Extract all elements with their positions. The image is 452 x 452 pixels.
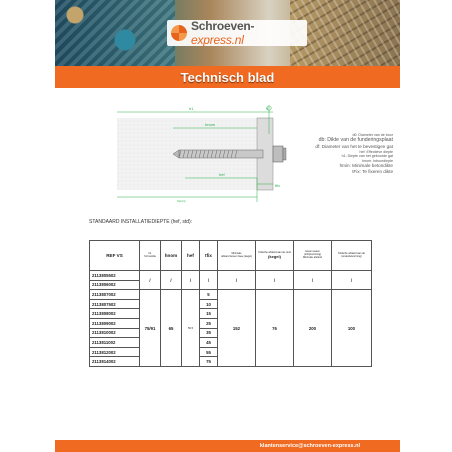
header-banner — [55, 0, 400, 66]
legend-hef: hef: Effectieve diepte — [359, 149, 393, 154]
critical-edge-2-value: 100 — [332, 290, 372, 367]
table-row: 2113805502 / / / / / / / / — [90, 271, 372, 281]
legend-d0: d0: Diameter van de boor — [352, 133, 393, 137]
col-hef: hef — [182, 241, 200, 271]
table-row: 2113807502 10 — [90, 299, 372, 309]
label-hnom: hnom — [205, 122, 216, 127]
title-bar — [55, 66, 400, 88]
legend-hmin: hmin: Minimale betondikte — [339, 163, 393, 169]
tfix-cell: 5 — [200, 290, 218, 300]
col-tfix: tfix — [200, 241, 218, 271]
page-title: Technisch blad — [180, 69, 275, 85]
support-email-link[interactable]: klantenservice@schroeven-express.nl — [259, 443, 360, 449]
col-ref: REF VS — [90, 241, 140, 271]
logo-text: Schroeven-express.nl — [191, 19, 255, 47]
table-row: 2113809002 25 — [90, 318, 372, 328]
label-hmin: h(min) — [177, 199, 186, 203]
legend-tfix: tFix: Te fixeren dikte — [352, 168, 393, 174]
critical-edge-value: 76 — [256, 290, 294, 367]
axis-distance-value: 200 — [294, 290, 332, 367]
spec-table — [89, 240, 372, 367]
col-axis-distance: tussen assen (schijnvorming) Minimale afstand — [294, 241, 332, 271]
legend-df: df: Diameter van het te bevestigen gat — [315, 143, 393, 149]
ref-cell: 2113806002 — [90, 280, 140, 290]
footer-bar — [55, 440, 400, 452]
standard-installation-title: STANDAARD INSTALLATIEDIEPTE (hef, std): — [89, 219, 193, 225]
table-row: 2113814002 75 — [90, 357, 372, 367]
legend-db: db: Dikte van de funderingsplaat — [318, 137, 393, 144]
table-row: 2113812002 55 — [90, 347, 372, 357]
table-row: 2113811002 45 — [90, 338, 372, 348]
brand-logo[interactable] — [167, 20, 307, 46]
logo-icon — [171, 25, 187, 41]
ref-cell: 2113805502 — [90, 271, 140, 281]
tools-photo — [55, 0, 175, 66]
table-header-row — [90, 241, 372, 271]
col-hnom: hnom — [161, 241, 182, 271]
label-h1: h1 — [189, 106, 194, 111]
ref-cell: 2113807002 — [90, 290, 140, 300]
table-row: 2113808002 15 — [90, 309, 372, 319]
col-critical-edge-2: Kritische afstand aan de (onderdelvorming) — [332, 241, 372, 271]
legend-h1: h1: Diepte van het geboorde gat — [341, 154, 393, 159]
col-critical-edge: Kritische afstand aan de rand (kegel) — [256, 241, 294, 271]
col-min-distance: Minimale afstand tussen twee (kegel) — [218, 241, 256, 271]
label-hef: hef — [219, 172, 225, 177]
min-distance-value: 152 — [218, 290, 256, 367]
hef-value: 50,5 — [182, 290, 200, 367]
table-row — [90, 290, 372, 300]
technical-sheet-page — [55, 0, 400, 452]
legend-hnom: hnom: Inboordiepte — [362, 158, 393, 163]
table-row: 2113810002 35 — [90, 328, 372, 338]
label-df: df — [266, 107, 269, 111]
h1-value: 75/91 — [140, 290, 161, 367]
col-h1: h1 h1 boordie — [140, 241, 161, 271]
hnom-value: 65 — [161, 290, 182, 367]
label-tfix: tfix — [275, 183, 281, 188]
dimension-legend — [285, 133, 393, 175]
